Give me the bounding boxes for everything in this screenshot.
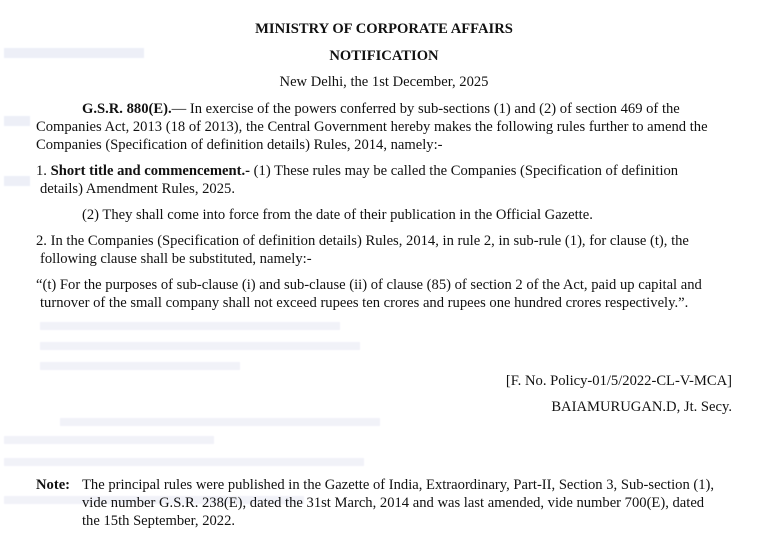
preamble-text-1: — In exercise of the powers conferred by sub-sections (1) and (2) of section 469 of the [171,101,680,117]
ministry-title: MINISTRY OF CORPORATE AFFAIRS [255,21,513,37]
gsr-number: G.S.R. 880(E). [82,101,172,117]
notification-heading: NOTIFICATION [329,48,439,64]
rule-1-line-1 [36,162,678,180]
preamble-line-3: Companies (Specification of definition details) Rules, 2014, namely:- [36,137,443,153]
rule-2-line-1: 2. In the Companies (Specification of definition details) Rules, 2014, in rule 2, in sub-rule (1), for clause (t), the [36,233,689,249]
rule-1-line-2: details) Amendment Rules, 2025. [40,181,235,197]
preamble-line-2: Companies Act, 2013 (18 of 2013), the Central Government hereby makes the following rules further to amend the [36,119,708,135]
dateline: New Delhi, the 1st December, 2025 [279,74,489,90]
bleed-through-mark [4,436,214,444]
clause-t-line-1: “(t) For the purposes of sub-clause (i) and sub-clause (ii) of clause (85) of section 2 of the Act, paid up capital and [36,277,702,293]
bleed-through-mark [4,116,30,126]
bleed-through-mark [40,322,340,330]
bleed-through-mark [40,342,360,350]
bleed-through-mark [4,458,364,466]
clause-t-line-2: turnover of the small company shall not exceed rupees ten crores and rupees one hundred crores respectively.”. [40,295,689,311]
file-number: [F. No. Policy-01/5/2022-CL-V-MCA] [505,373,732,389]
note-line-2: vide number G.S.R. 238(E), dated the 31st March, 2014 and was last amended, vide number 700(E), dated [82,495,705,511]
note-line-1: The principal rules were published in the Gazette of India, Extraordinary, Part-II, Section 3, Sub-section (1), [82,477,715,493]
preamble-line-1 [82,100,680,118]
bleed-through-mark [60,418,380,426]
rule-1-subrule-2: (2) They shall come into force from the date of their publication in the Official Gazette. [82,207,593,223]
note-label: Note: [36,477,71,493]
rule-1-heading: Short title and commencement.- [50,163,251,179]
rule-1-number: 1. [36,163,47,179]
note-line-3: the 15th September, 2022. [82,513,236,529]
signatory: BAIAMURUGAN.D, Jt. Secy. [551,399,732,415]
rule-1-text-1: (1) These rules may be called the Companies (Specification of definition [250,163,679,179]
bleed-through-mark [4,176,30,186]
rule-2-line-2: following clause shall be substituted, namely:- [40,251,312,267]
bleed-through-mark [40,362,240,370]
